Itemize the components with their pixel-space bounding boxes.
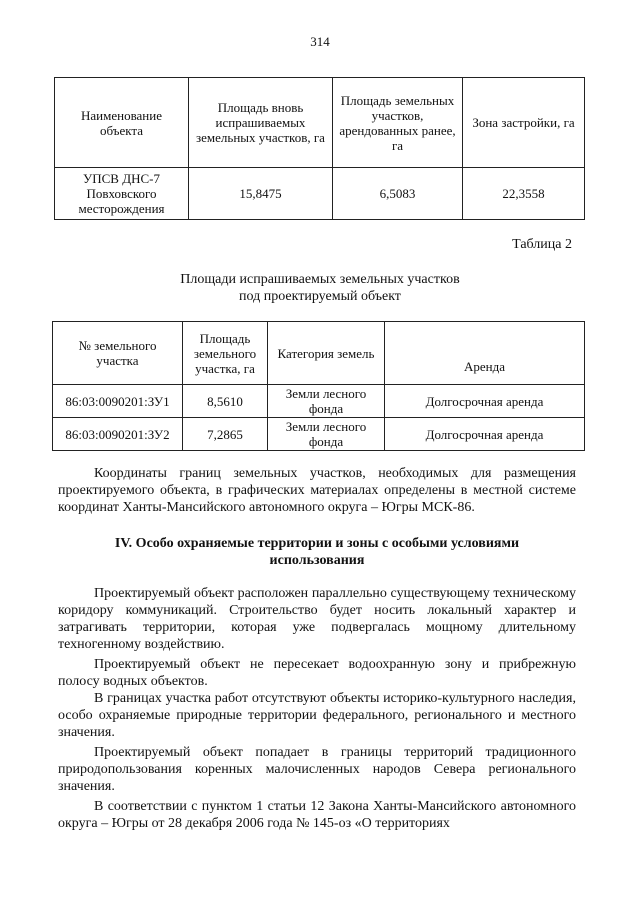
- paragraph: [58, 798, 576, 832]
- table-row: [53, 385, 585, 418]
- cell-object-name: УПСВ ДНС-7 Повховского месторождения: [55, 168, 189, 220]
- paragraph-text: Координаты границ земельных участков, необходимых для размещения проектируемого объекта, в графических материалах определены в местной системе координат Ханты-Мансийского автономного округа – Югры МСК-86.: [58, 466, 576, 515]
- cell-lease: Долгосрочная аренда: [385, 418, 585, 451]
- cell-leased-area: 6,5083: [333, 168, 463, 220]
- section-heading-line-1: IV. Особо охраняемые территории и зоны с особыми условиями: [114, 536, 520, 551]
- land-plots-table: [52, 321, 585, 451]
- header-plot-area: Площадь земельного участка, га: [183, 322, 268, 385]
- header-object-name: Наименование объекта: [55, 78, 189, 168]
- header-building-zone: Зона застройки, га: [463, 78, 585, 168]
- cell-plot-number: 86:03:0090201:ЗУ2: [53, 418, 183, 451]
- paragraph: [58, 690, 576, 741]
- cell-land-category: Земли лесного фонда: [268, 385, 385, 418]
- table-title-line-1: Площади испрашиваемых земельных участков: [180, 272, 460, 287]
- cell-building-zone: 22,3558: [463, 168, 585, 220]
- page-number: 314: [310, 34, 330, 49]
- table-row: [55, 168, 585, 220]
- paragraph: [58, 585, 576, 653]
- cell-land-category: Земли лесного фонда: [268, 418, 385, 451]
- header-leased-area: Площадь земельных участков, арендованных ранее, га: [333, 78, 463, 168]
- table-row: [53, 418, 585, 451]
- paragraph-text: В границах участка работ отсутствуют объекты историко-культурного наследия, особо охраняемые природные территории федерального, регионального и местного значения.: [58, 691, 576, 740]
- header-lease: Аренда: [385, 322, 585, 385]
- header-land-category: Категория земель: [268, 322, 385, 385]
- cell-new-area: 15,8475: [189, 168, 333, 220]
- table-caption: Таблица 2: [512, 237, 572, 252]
- paragraph-text: Проектируемый объект не пересекает водоохранную зону и прибрежную полосу водных объектов.: [58, 657, 576, 689]
- section-heading: [58, 535, 576, 569]
- header-plot-number: № земельного участка: [53, 322, 183, 385]
- paragraph-text: В соответствии с пунктом 1 статьи 12 Закона Ханты-Мансийского автономного округа – Югры от 28 декабря 2006 года № 145-оз «О территориях: [58, 799, 576, 831]
- cell-plot-area: 8,5610: [183, 385, 268, 418]
- cell-plot-area: 7,2865: [183, 418, 268, 451]
- paragraph: [58, 656, 576, 690]
- paragraph: [58, 744, 576, 795]
- paragraph-text: Проектируемый объект попадает в границы территорий традиционного природопользования коренных малочисленных народов Севера регионального значения.: [58, 745, 576, 794]
- cell-plot-number: 86:03:0090201:ЗУ1: [53, 385, 183, 418]
- header-new-area: Площадь вновь испрашиваемых земельных участков, га: [189, 78, 333, 168]
- section-heading-line-2: использования: [269, 553, 365, 568]
- coordinates-paragraph: [58, 465, 576, 516]
- paragraph-text: Проектируемый объект расположен параллельно существующему техническому коридору коммуникаций. Строительство будет носить локальный характер и затрагивать территории, которая уже подвергалась мощному длительному техногенному воздействию.: [58, 586, 576, 652]
- land-area-summary-table: [54, 77, 585, 220]
- table-header-row: [55, 78, 585, 168]
- table-header-row: [53, 322, 585, 385]
- cell-lease: Долгосрочная аренда: [385, 385, 585, 418]
- table-title-line-2: под проектируемый объект: [239, 289, 401, 304]
